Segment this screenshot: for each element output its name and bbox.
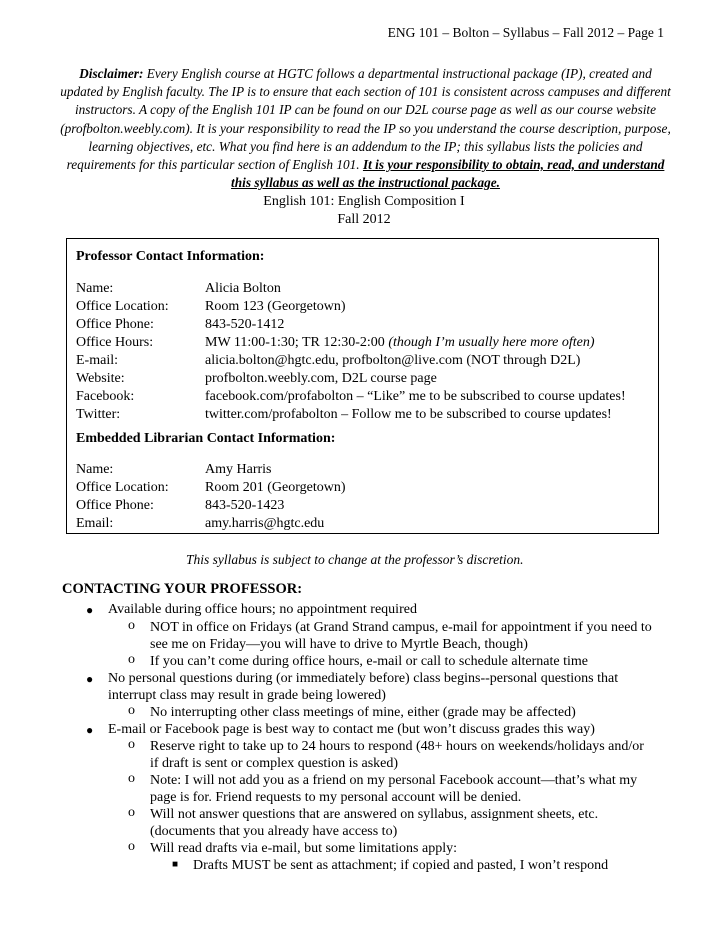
librarian-row [76,461,272,479]
list-item: Drafts MUST be sent as attachment; if copied and pasted, I won’t respond [193,858,609,873]
subject-to-change-note: This syllabus is subject to change at the professor’s discretion. [186,552,524,567]
row-label: Name: [76,462,114,477]
row-value: amy.harris@hgtc.edu [205,516,325,531]
row-label: Office Location: [76,299,169,314]
bullet-level2: o [128,652,135,667]
course-title: English 101: English Composition I [263,194,465,209]
professor-row [76,388,626,406]
row-value: facebook.com/profabolton – “Like” me to be subscribed to course updates! [205,389,626,404]
row-value: Alicia Bolton [205,281,281,296]
librarian-row [76,497,284,515]
professor-row [76,406,612,424]
row-value: Room 201 (Georgetown) [205,480,346,495]
row-value: alicia.bolton@hgtc.edu, profbolton@live.com (NOT through D2L) [205,353,581,368]
list-item: see me on Friday—you will have to drive to Myrtle Beach, though) [150,637,528,652]
professor-heading: Professor Contact Information: [76,249,265,264]
row-label: Website: [76,371,125,386]
disclaimer-label: Disclaimer: [79,66,144,81]
professor-row [76,316,284,334]
list-item: interrupt class may result in grade being lowered) [108,688,386,703]
librarian-heading: Embedded Librarian Contact Information: [76,431,336,446]
row-value: Amy Harris [205,462,272,477]
librarian-row [76,515,324,533]
disclaimer-text: Every English course at HGTC follows a departmental instructional package (IP), created and updated by English faculty. The IP is to ensure that each section of 101 is consistent across campuses and different instructors. A copy of the English 101 IP can be found on our D2L course page as well as our course website (profbolton.weebly.com). It is your responsibility to read the IP so you understand the course description, purpose, learning objectives, etc. What you find here is an addendum to the IP; this syllabus lists the policies and requirements for this particular section of English 101. [60,66,671,173]
bullet-level2: o [128,771,135,786]
row-label: Name: [76,281,114,296]
disclaimer-underlined: It is your responsibility to obtain, read, and understand this syllabus as well as the instructional package. [231,157,665,191]
row-label: E-mail: [76,353,118,368]
course-term: Fall 2012 [337,212,391,227]
row-label: Email: [76,516,114,531]
row-label: Office Location: [76,480,169,495]
row-value: MW 11:00-1:30; TR 12:30-2:00 [205,335,389,350]
professor-row [76,280,281,298]
bullet-level1: ● [86,603,94,617]
contacting-heading: CONTACTING YOUR PROFESSOR: [62,581,303,597]
bullet-level2: o [128,618,135,633]
row-label: Office Phone: [76,498,154,513]
bullet-level1: ● [86,723,94,737]
list-item: Will not answer questions that are answered on syllabus, assignment sheets, etc. [150,807,599,822]
row-value: 843-520-1412 [205,317,285,332]
list-item: Available during office hours; no appointment required [108,602,417,617]
professor-row [76,352,580,370]
row-value: profbolton.weebly.com, D2L course page [205,371,437,386]
professor-row [76,334,595,352]
list-item: NOT in office on Fridays (at Grand Strand campus, e-mail for appointment if you need to [150,620,652,635]
bullet-level2: o [128,737,135,752]
bullet-level1: ● [86,672,94,686]
bullet-level2: o [128,839,135,854]
list-item: if draft is sent or complex question is asked) [150,756,399,771]
contact-box [66,238,659,534]
bullet-level2: o [128,805,135,820]
list-item: No personal questions during (or immediately before) class begins--personal questions that [108,671,619,686]
row-label: Twitter: [76,407,121,422]
row-label: Facebook: [76,389,135,404]
list-item: Will read drafts via e-mail, but some limitations apply: [150,841,457,856]
list-item: If you can’t come during office hours, e-mail or call to schedule alternate time [150,654,588,669]
bullet-level3: ■ [172,859,179,870]
row-value: Room 123 (Georgetown) [205,299,346,314]
professor-row [76,298,346,316]
disclaimer [60,65,671,192]
list-item: Reserve right to take up to 24 hours to respond (48+ hours on weekends/holidays and/or [150,739,644,754]
professor-row [76,370,437,388]
list-item: No interrupting other class meetings of mine, either (grade may be affected) [150,705,576,720]
list-item: page is for. Friend requests to my personal account will be denied. [150,790,522,805]
row-label: Office Hours: [76,335,154,350]
row-label: Office Phone: [76,317,154,332]
row-value: twitter.com/profabolton – Follow me to be subscribed to course updates! [205,407,612,422]
row-value: 843-520-1423 [205,498,285,513]
list-item: E-mail or Facebook page is best way to contact me (but won’t discuss grades this way) [108,722,595,737]
page-header: ENG 101 – Bolton – Syllabus – Fall 2012 – Page 1 [387,25,664,40]
row-note: (though I’m usually here more often) [388,335,595,350]
list-item: Note: I will not add you as a friend on my personal Facebook account—that’s what my [150,773,638,788]
list-item: (documents that you already have access to) [150,824,398,839]
bullet-level2: o [128,703,135,718]
course-title-block [0,193,728,229]
librarian-row [76,479,346,497]
